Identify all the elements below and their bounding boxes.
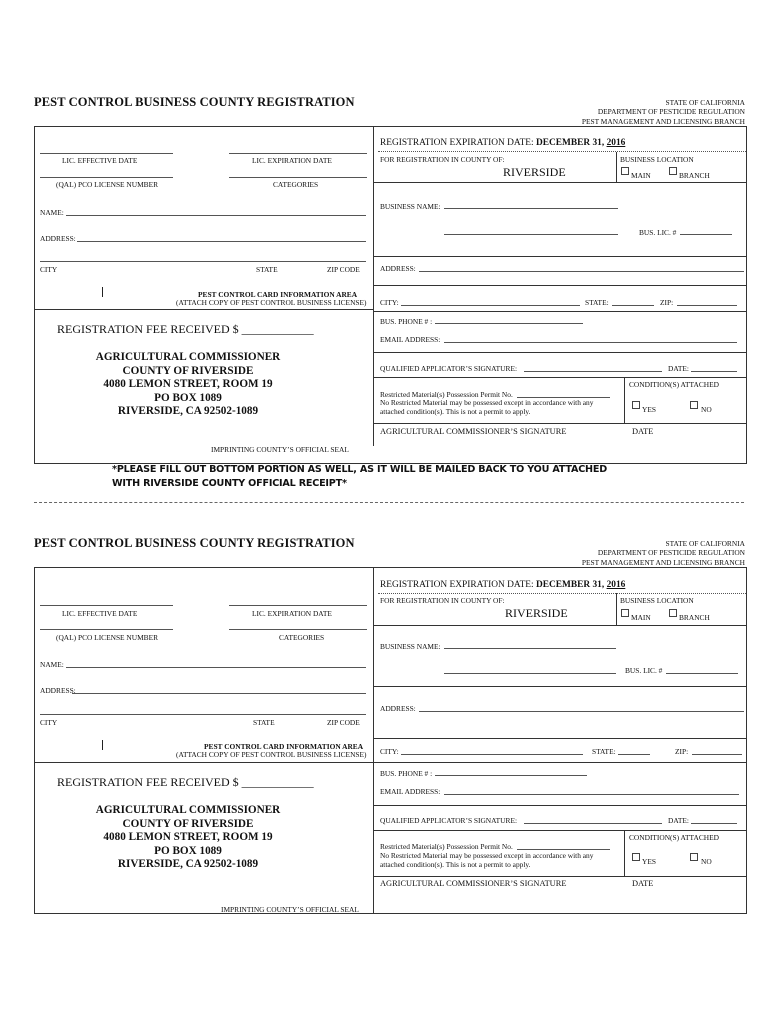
right-state-label: STATE:: [592, 747, 616, 756]
notice-line-2: WITH RIVERSIDE COUNTY OFFICIAL RECEIPT*: [112, 478, 347, 489]
zip-code-label: ZIP CODE: [327, 265, 360, 274]
bus-phone-label: BUS. PHONE # :: [380, 769, 433, 778]
county-value: RIVERSIDE: [503, 165, 566, 179]
card-area-divider: [34, 762, 374, 763]
signature-section-divider: [373, 377, 747, 378]
right-city-label: CITY:: [380, 298, 399, 307]
county-value: RIVERSIDE: [505, 606, 568, 620]
address-line[interactable]: [77, 241, 366, 242]
commissioner-date-label: DATE: [632, 427, 654, 436]
right-zip-label: ZIP:: [675, 747, 689, 756]
county-label: FOR REGISTRATION IN COUNTY OF:: [380, 155, 505, 164]
right-state-line[interactable]: [612, 305, 654, 306]
lic-effective-date-label: LIC. EFFECTIVE DATE: [62, 609, 138, 618]
commissioner-address: [58, 351, 318, 419]
business-name-label: BUSINESS NAME:: [380, 642, 441, 651]
conditions-attached-label: CONDITION(S) ATTACHED: [629, 380, 719, 389]
city-label: CITY: [40, 265, 58, 274]
right-address-label: ADDRESS:: [380, 264, 416, 273]
city-state-zip-line[interactable]: [40, 261, 366, 262]
signature-date-label: DATE:: [668, 816, 689, 825]
agency-block: [495, 539, 745, 567]
agency-line-1: STATE OF CALIFORNIA: [665, 539, 745, 548]
permit-section-divider: [373, 876, 747, 877]
name-line[interactable]: [66, 215, 366, 216]
official-seal-label: IMPRINTING COUNTY’S OFFICIAL SEAL: [221, 905, 359, 914]
address-line-1: AGRICULTURAL COMMISSIONER: [95, 351, 281, 363]
expiration-label: REGISTRATION EXPIRATION DATE:: [380, 138, 536, 148]
categories-line[interactable]: [229, 177, 367, 178]
business-section-divider: [373, 256, 747, 257]
applicator-signature-label: QUALIFIED APPLICATOR’S SIGNATURE:: [380, 816, 518, 825]
business-name-line-2[interactable]: [444, 673, 616, 674]
address-label: ADDRESS:: [40, 686, 76, 695]
commissioner-date-label: DATE: [632, 879, 654, 888]
form-title: PEST CONTROL BUSINESS COUNTY REGISTRATION: [34, 536, 355, 550]
applicator-signature-line[interactable]: [524, 823, 662, 824]
right-zip-line[interactable]: [677, 305, 737, 306]
branch-label: BRANCH: [679, 171, 710, 180]
business-name-line[interactable]: [444, 208, 618, 209]
county-label: FOR REGISTRATION IN COUNTY OF:: [380, 596, 505, 605]
agency-block: [495, 98, 745, 126]
right-zip-label: ZIP:: [660, 298, 674, 307]
address-section-divider: [373, 285, 747, 286]
pco-license-number-line[interactable]: [40, 629, 173, 630]
address-line-2: COUNTY OF RIVERSIDE: [122, 817, 254, 830]
restricted-note-line-1: No Restricted Material may be possessed except in accordance with any: [380, 398, 594, 407]
address-line[interactable]: [72, 693, 366, 694]
city-section-divider: [373, 311, 747, 312]
restricted-note-line-2: attached condition(s). This is not a permit to apply.: [380, 860, 531, 869]
restricted-permit-label: Restricted Material(s) Possession Permit No.: [380, 390, 513, 399]
pco-license-number-line[interactable]: [40, 177, 173, 178]
branch-label: BRANCH: [679, 613, 710, 622]
right-state-label: STATE:: [585, 298, 609, 307]
main-checkbox[interactable]: [621, 167, 629, 175]
right-state-line[interactable]: [618, 754, 650, 755]
agency-line-2: DEPARTMENT OF PESTICIDE REGULATION: [597, 548, 745, 558]
name-line[interactable]: [66, 667, 366, 668]
address-label: ADDRESS:: [40, 234, 76, 243]
email-address-line[interactable]: [444, 794, 739, 795]
business-location-label: BUSINESS LOCATION: [620, 155, 694, 164]
email-address-line[interactable]: [444, 342, 737, 343]
card-area-title: PEST CONTROL CARD INFORMATION AREA: [204, 742, 364, 751]
commissioner-signature-label: AGRICULTURAL COMMISSIONER’S SIGNATURE: [380, 427, 567, 436]
text-cursor: [102, 740, 103, 750]
permit-section-divider: [373, 423, 747, 424]
right-address-line[interactable]: [419, 711, 744, 712]
signature-date-line[interactable]: [691, 371, 737, 372]
categories-line[interactable]: [229, 629, 367, 630]
county-section-divider: [373, 182, 747, 183]
bus-lic-label: BUS. LIC. #: [639, 228, 677, 237]
email-address-label: EMAIL ADDRESS:: [380, 335, 441, 344]
official-seal-label: IMPRINTING COUNTY’S OFFICIAL SEAL: [211, 445, 349, 454]
expiration-label: REGISTRATION EXPIRATION DATE:: [380, 580, 536, 590]
signature-section-divider: [373, 830, 747, 831]
card-area-note: (ATTACH COPY OF PEST CONTROL BUSINESS LICENSE): [176, 298, 367, 307]
expiration-divider: [378, 593, 746, 594]
signature-date-label: DATE:: [668, 364, 689, 373]
state-label: STATE: [256, 265, 278, 274]
tear-line: [34, 502, 744, 503]
bus-lic-line[interactable]: [666, 673, 738, 674]
address-line-5: RIVERSIDE, CA 92502-1089: [117, 858, 259, 871]
location-divider: [616, 152, 617, 182]
city-state-zip-line[interactable]: [40, 714, 366, 715]
address-section-divider: [373, 738, 747, 739]
agency-line-3: PEST MANAGEMENT AND LICENSING BRANCH: [581, 116, 745, 126]
restricted-permit-line[interactable]: [517, 849, 610, 850]
yes-label: YES: [642, 857, 656, 866]
business-name-label: BUSINESS NAME:: [380, 202, 441, 211]
location-divider: [616, 593, 617, 625]
name-label: NAME:: [40, 208, 64, 217]
no-checkbox[interactable]: [690, 401, 698, 409]
address-line-3: 4080 LEMON STREET, ROOM 19: [103, 831, 273, 844]
no-label: NO: [701, 857, 712, 866]
restricted-permit-label: Restricted Material(s) Possession Permit No.: [380, 842, 513, 851]
column-divider: [373, 567, 374, 914]
lic-expiration-date-line[interactable]: [229, 605, 367, 606]
column-divider: [373, 126, 374, 446]
yes-checkbox[interactable]: [632, 853, 640, 861]
notice-line-1: *PLEASE FILL OUT BOTTOM PORTION AS WELL, AS IT WILL BE MAILED BACK TO YOU ATTACHED: [112, 464, 607, 475]
county-section-divider: [373, 625, 747, 626]
address-line-2: COUNTY OF RIVERSIDE: [122, 364, 254, 377]
signature-date-line[interactable]: [691, 823, 737, 824]
address-line-5: RIVERSIDE, CA 92502-1089: [117, 405, 259, 418]
zip-code-label: ZIP CODE: [327, 718, 360, 727]
right-city-line[interactable]: [401, 754, 583, 755]
categories-label: CATEGORIES: [273, 180, 319, 189]
main-label: MAIN: [631, 613, 651, 622]
address-line-3: 4080 LEMON STREET, ROOM 19: [103, 378, 273, 391]
name-label: NAME:: [40, 660, 64, 669]
business-location-label: BUSINESS LOCATION: [620, 596, 694, 605]
agency-line-1: STATE OF CALIFORNIA: [665, 98, 745, 107]
lic-effective-date-label: LIC. EFFECTIVE DATE: [62, 156, 138, 165]
right-city-label: CITY:: [380, 747, 399, 756]
business-name-line[interactable]: [444, 648, 616, 649]
main-checkbox[interactable]: [621, 609, 629, 617]
agency-line-3: PEST MANAGEMENT AND LICENSING BRANCH: [581, 557, 745, 567]
contact-section-divider: [373, 352, 747, 353]
contact-section-divider: [373, 805, 747, 806]
card-area-note: (ATTACH COPY OF PEST CONTROL BUSINESS LICENSE): [176, 750, 367, 759]
lic-expiration-date-line[interactable]: [229, 153, 367, 154]
expiration-date: DECEMBER 31,: [535, 138, 607, 148]
lic-expiration-date-label: LIC. EXPIRATION DATE: [252, 156, 332, 165]
applicator-signature-label: QUALIFIED APPLICATOR’S SIGNATURE:: [380, 364, 518, 373]
address-line-1: AGRICULTURAL COMMISSIONER: [95, 804, 281, 816]
bus-phone-line[interactable]: [435, 775, 587, 776]
restricted-note-line-2: attached condition(s). This is not a permit to apply.: [380, 407, 531, 416]
mailing-notice: [112, 463, 672, 491]
categories-label: CATEGORIES: [279, 633, 325, 642]
commissioner-signature-label: AGRICULTURAL COMMISSIONER’S SIGNATURE: [380, 879, 567, 888]
pco-license-number-label: (QAL) PCO LICENSE NUMBER: [56, 180, 159, 189]
registration-expiration: [380, 138, 625, 148]
email-address-label: EMAIL ADDRESS:: [380, 787, 441, 796]
branch-checkbox[interactable]: [669, 609, 677, 617]
bus-lic-label: BUS. LIC. #: [625, 666, 663, 675]
conditions-attached-label: CONDITION(S) ATTACHED: [629, 833, 719, 842]
applicator-signature-line[interactable]: [524, 371, 662, 372]
right-address-line[interactable]: [419, 271, 744, 272]
bus-phone-label: BUS. PHONE # :: [380, 317, 433, 326]
right-address-label: ADDRESS:: [380, 704, 416, 713]
address-line-4: PO BOX 1089: [154, 391, 222, 404]
business-section-divider: [373, 686, 747, 687]
city-label: CITY: [40, 718, 58, 727]
right-zip-line[interactable]: [692, 754, 742, 755]
card-area-divider: [34, 309, 374, 310]
lic-expiration-date-label: LIC. EXPIRATION DATE: [252, 609, 332, 618]
expiration-divider: [378, 151, 746, 152]
branch-checkbox[interactable]: [669, 167, 677, 175]
expiration-year: 2016: [606, 580, 626, 590]
business-name-line-2[interactable]: [444, 234, 618, 235]
no-label: NO: [701, 405, 712, 414]
city-section-divider: [373, 762, 747, 763]
state-label: STATE: [253, 718, 275, 727]
fee-received-label[interactable]: REGISTRATION FEE RECEIVED $ ____________: [57, 322, 314, 336]
yes-label: YES: [642, 405, 656, 414]
card-area-title: PEST CONTROL CARD INFORMATION AREA: [198, 290, 358, 299]
registration-expiration: [380, 580, 625, 590]
agency-line-2: DEPARTMENT OF PESTICIDE REGULATION: [597, 107, 745, 117]
lic-effective-date-line[interactable]: [40, 605, 173, 606]
no-checkbox[interactable]: [690, 853, 698, 861]
address-line-4: PO BOX 1089: [154, 844, 222, 857]
conditions-divider: [624, 377, 625, 423]
text-cursor: [102, 287, 103, 297]
expiration-year: 2016: [606, 138, 626, 148]
right-city-line[interactable]: [401, 305, 580, 306]
restricted-note-line-1: No Restricted Material may be possessed except in accordance with any: [380, 851, 594, 860]
main-label: MAIN: [631, 171, 651, 180]
bus-phone-line[interactable]: [435, 323, 583, 324]
expiration-date: DECEMBER 31,: [535, 580, 607, 590]
yes-checkbox[interactable]: [632, 401, 640, 409]
conditions-divider: [624, 830, 625, 876]
commissioner-address: [58, 804, 318, 872]
form-title: PEST CONTROL BUSINESS COUNTY REGISTRATION: [34, 95, 355, 109]
lic-effective-date-line[interactable]: [40, 153, 173, 154]
bus-lic-line[interactable]: [680, 234, 732, 235]
pco-license-number-label: (QAL) PCO LICENSE NUMBER: [56, 633, 159, 642]
fee-received-label[interactable]: REGISTRATION FEE RECEIVED $ ____________: [57, 775, 314, 789]
